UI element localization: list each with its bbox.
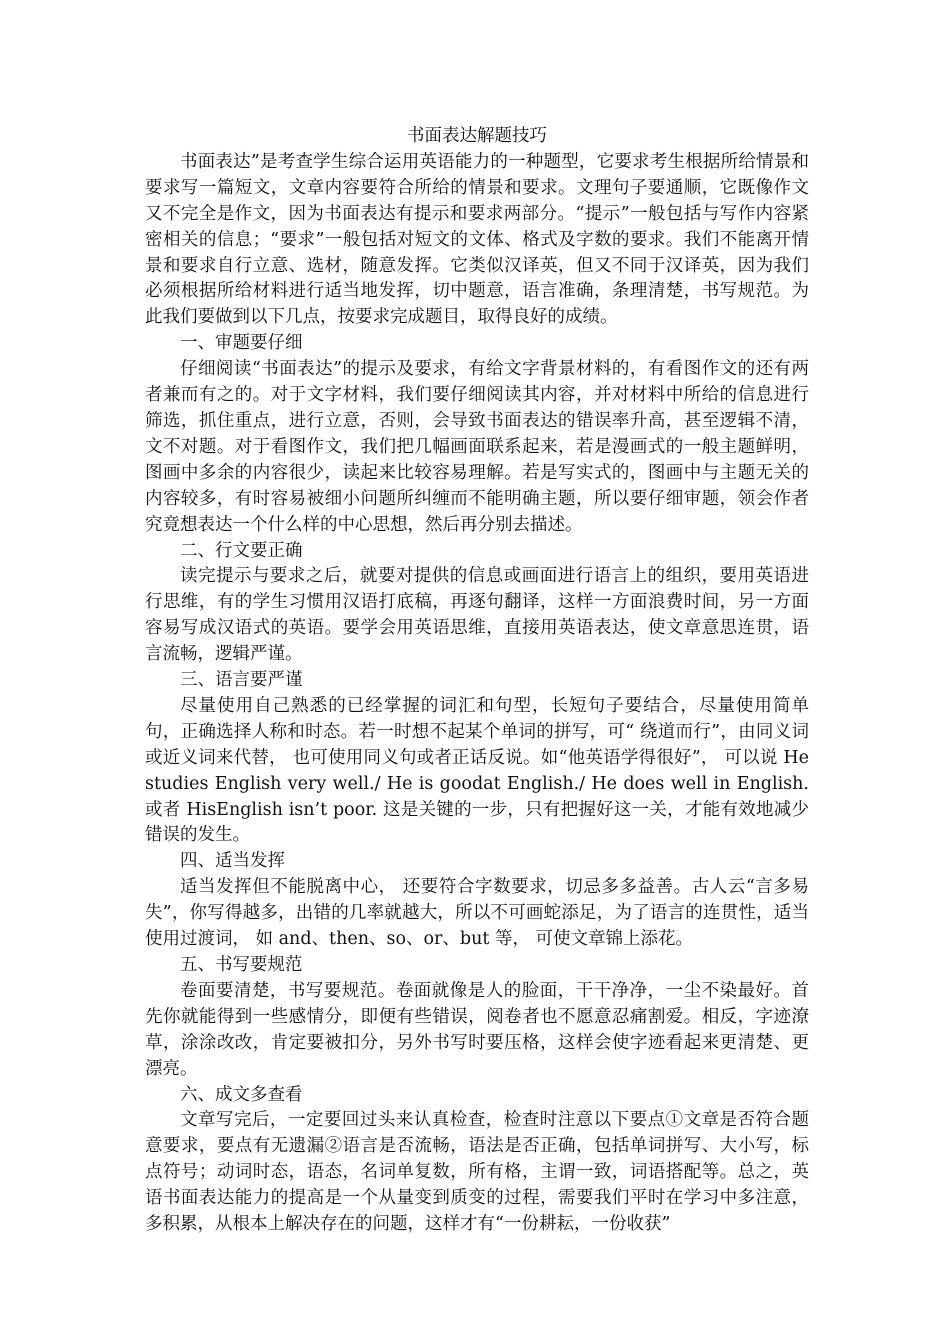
section-heading-4: 四、适当发挥 <box>180 851 285 872</box>
intro-paragraph: 书面表达”是考查学生综合运用英语能力的一种题型，它要求考生根据所给情景和要求写一篇短文，文章内容要符合所给的情景和要求。文理句子要通顺，它既像作文又不完全是作文，因为书面表达有提示和要求两部分。“提示”一般包括与写作内容紧密相关的信息；“要求”一般包括对短文的文体、格式及字数的要求。我们不能离开情景和要求自行立意、选材，随意发挥。它类似汉译英，但又不同于汉译英，因为我们必须根据所给材料进行适当地发挥，切中题意，语言准确，条理清楚，书写规范。为此我们要做到以下几点，按要求完成题目，取得良好的成绩。 <box>145 151 809 328</box>
section-paragraph-1: 仔细阅读“书面表达”的提示及要求，有给文字背景材料的，有看图作文的还有两者兼而有之的。对于文字材料，我们要仔细阅读其内容，并对材料中所给的信息进行筛选，抓住重点，进行立意，否则，会导致书面表达的错误率升高，甚至逻辑不清，文不对题。对于看图作文，我们把几幅画面联系起来，若是漫画式的一般主题鲜明，图画中多余的内容很少，读起来比较容易理解。若是写实式的，图画中与主题无关的内容较多，有时容易被细小问题所纠缠而不能明确主题，所以要仔细审题，领会作者究竟想表达一个什么样的中心思想，然后再分别去描述。 <box>145 359 809 535</box>
section-heading-5: 五、书写要规范 <box>180 955 303 975</box>
section-heading-3: 三、语言要严谨 <box>180 670 303 691</box>
section-paragraph-6: 文章写完后，一定要回过头来认真检查，检查时注意以下要点①文章是否符合题意要求，要点有无遗漏②语言是否流畅，语法是否正确，包括单词拼写、大小写，标点符号；动词时态，语态，名词单复数，所有格，主谓一致，词语搭配等。总之，英语书面表达能力的提高是一个从量变到质变的过程，需要我们平时在学习中多注意，多积累，从根本上解决存在的问题，这样才有“一份耕耘，一份收获” <box>145 1110 809 1235</box>
document-title: 书面表达解题技巧 <box>407 126 547 146</box>
document-page <box>145 124 809 1238</box>
section-heading-2: 二、行文要正确 <box>180 540 303 561</box>
section-heading-6: 六、成文多查看 <box>180 1084 303 1105</box>
section-paragraph-2: 读完提示与要求之后，就要对提供的信息或画面进行语言上的组织，要用英语进行思维，有的学生习惯用汉语打底稿，再逐句翻译，这样一方面浪费时间，另一方面容易写成汉语式的英语。要学会用英语思维，直接用英语表达，使文章意思连贯，语言流畅，逻辑严谨。 <box>145 566 809 665</box>
section-paragraph-3: 尽量使用自己熟悉的已经掌握的词汇和句型，长短句子要结合，尽量使用简单句，正确选择人称和时态。若一时想不起某个单词的拼写，可“ 绕道而行”，由同义词或近义词来代替， 也可使用同义句或者正话反说。如“他英语学得很好”， 可以说 He studies English very well./ He is goodat English./ He does well in English. 或者 HisEnglish isn’t poor. 这是关键的一步，只有把握好这一关，才能有效地减少错误的发生。 <box>145 695 809 846</box>
section-heading-1: 一、审题要仔细 <box>180 333 303 354</box>
section-paragraph-4: 适当发挥但不能脱离中心， 还要符合字数要求，切忌多多益善。古人云“言多易失”，你写得越多，出错的几率就越大，所以不可画蛇添足，为了语言的连贯性，适当使用过渡词， 如 and、then、so、or、but 等， 可使文章锦上添花。 <box>145 877 809 950</box>
section-paragraph-5: 卷面要清楚，书写要规范。卷面就像是人的脸面，干干净净，一尘不染最好。首先你就能得到一些感情分，即便有些错误，阅卷者也不愿意忍痛割爱。相反，字迹潦草，涂涂改改，肯定要被扣分，另外书写时要压格，这样会使字迹看起来更清楚、更漂亮。 <box>145 980 809 1079</box>
